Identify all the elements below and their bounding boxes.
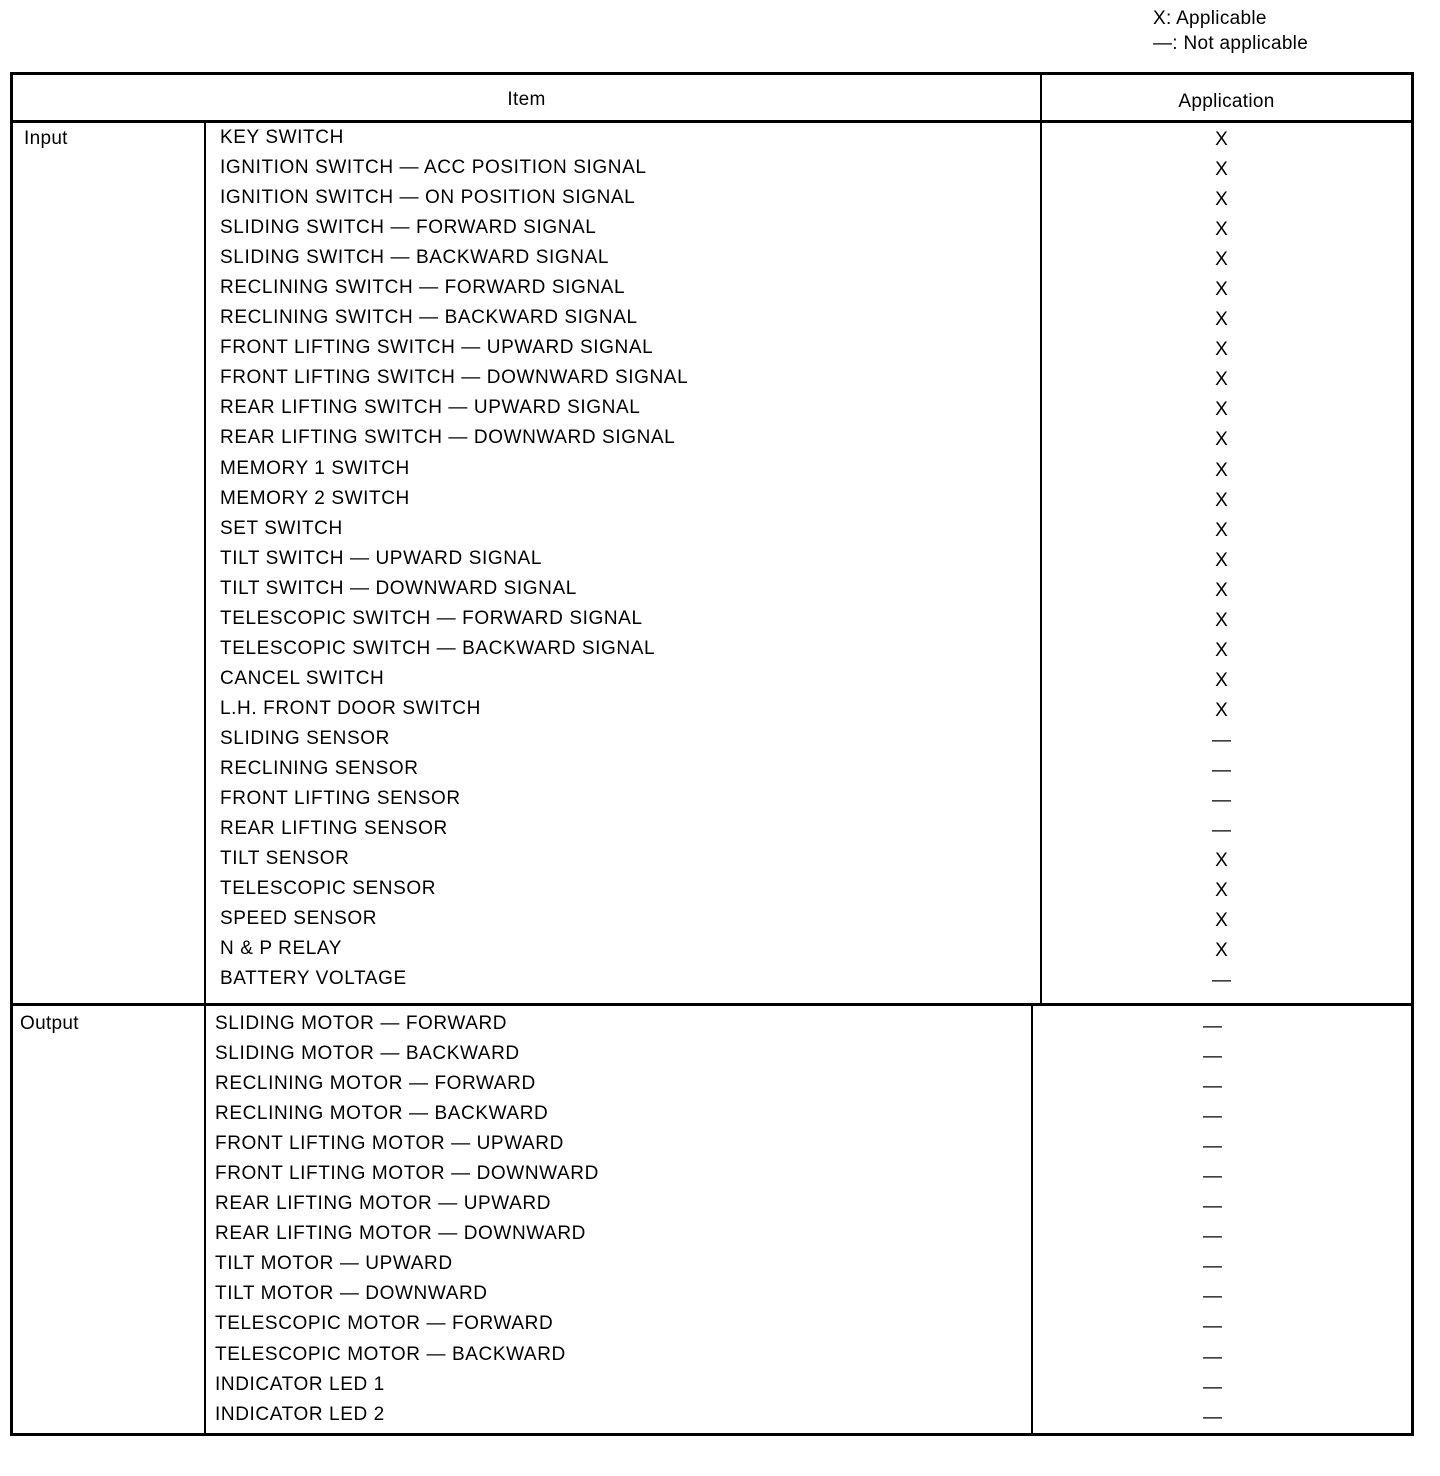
table-row-application: X bbox=[1215, 940, 1228, 962]
table-row-item: TILT MOTOR — DOWNWARD bbox=[215, 1283, 488, 1305]
table-row-item: FRONT LIFTING SENSOR bbox=[220, 788, 461, 810]
table-row-application: X bbox=[1215, 850, 1228, 872]
table-row-application: — bbox=[1203, 1406, 1222, 1428]
table-row-item: KEY SWITCH bbox=[220, 127, 344, 148]
table-row-item: REAR LIFTING SENSOR bbox=[220, 818, 448, 840]
table-row-application: X bbox=[1215, 309, 1228, 331]
table-row-item: MEMORY 2 SWITCH bbox=[220, 487, 410, 509]
input-group-label: Input bbox=[13, 120, 206, 1003]
table-row-application: — bbox=[1212, 820, 1231, 842]
table-row-application: — bbox=[1203, 1316, 1222, 1338]
table-row-item: RECLINING SWITCH — BACKWARD SIGNAL bbox=[220, 307, 638, 329]
table-row-application: X bbox=[1215, 609, 1228, 631]
table-row-application: X bbox=[1215, 459, 1228, 481]
table-row-application: X bbox=[1215, 910, 1228, 932]
application-table bbox=[10, 72, 1414, 1436]
table-row-application: X bbox=[1215, 159, 1228, 181]
table-row-application: — bbox=[1203, 1286, 1222, 1308]
table-row-application: X bbox=[1215, 369, 1228, 391]
table-row-item: REAR LIFTING MOTOR — DOWNWARD bbox=[215, 1223, 587, 1245]
table-row-item: TELESCOPIC MOTOR — FORWARD bbox=[215, 1313, 554, 1335]
table-row-application: — bbox=[1203, 1376, 1222, 1398]
table-header bbox=[13, 75, 1411, 123]
table-row-application: — bbox=[1203, 1076, 1222, 1098]
table-row-application: X bbox=[1215, 429, 1228, 451]
table-row-item: REAR LIFTING MOTOR — UPWARD bbox=[215, 1193, 552, 1215]
table-row-application: X bbox=[1215, 880, 1228, 902]
output-group-label: Output bbox=[13, 1006, 206, 1433]
table-row-application: X bbox=[1215, 189, 1228, 211]
table-row-application: X bbox=[1215, 339, 1228, 361]
table-row-item: SLIDING SWITCH — BACKWARD SIGNAL bbox=[220, 247, 610, 269]
table-row-application: — bbox=[1203, 1046, 1222, 1068]
table-row-application: X bbox=[1215, 399, 1228, 421]
table-row-item: SLIDING MOTOR — FORWARD bbox=[215, 1013, 508, 1034]
table-row-application: — bbox=[1203, 1346, 1222, 1368]
table-row-item: REAR LIFTING SWITCH — UPWARD SIGNAL bbox=[220, 397, 641, 419]
table-row-item: INDICATOR LED 2 bbox=[215, 1403, 385, 1425]
table-row-item: RECLINING MOTOR — BACKWARD bbox=[215, 1103, 549, 1125]
table-row-item: CANCEL SWITCH bbox=[220, 667, 385, 689]
input-items-column bbox=[206, 120, 1040, 1006]
table-row-application: X bbox=[1215, 489, 1228, 511]
table-row-item: FRONT LIFTING MOTOR — UPWARD bbox=[215, 1133, 564, 1155]
table-row-item: SLIDING MOTOR — BACKWARD bbox=[215, 1043, 520, 1065]
output-application-column bbox=[1031, 1006, 1402, 1433]
table-row-application: X bbox=[1215, 219, 1228, 241]
table-row-application: X bbox=[1215, 549, 1228, 571]
table-row-application: X bbox=[1215, 669, 1228, 691]
table-row-item: BATTERY VOLTAGE bbox=[220, 968, 407, 990]
table-row-application: — bbox=[1203, 1196, 1222, 1218]
table-row-item: RECLINING SENSOR bbox=[220, 757, 419, 779]
table-row-application: — bbox=[1203, 1016, 1222, 1037]
input-section bbox=[13, 120, 1411, 1006]
table-row-item: FRONT LIFTING MOTOR — DOWNWARD bbox=[215, 1163, 599, 1185]
table-row-item: FRONT LIFTING SWITCH — UPWARD SIGNAL bbox=[220, 337, 654, 359]
table-row-application: — bbox=[1203, 1166, 1222, 1188]
table-row-item: FRONT LIFTING SWITCH — DOWNWARD SIGNAL bbox=[220, 367, 689, 389]
table-row-application: X bbox=[1215, 129, 1228, 150]
table-row-item: TILT SWITCH — UPWARD SIGNAL bbox=[220, 547, 542, 569]
table-row-item: SLIDING SWITCH — FORWARD SIGNAL bbox=[220, 217, 597, 239]
output-section bbox=[13, 1006, 1411, 1433]
header-item: Item bbox=[507, 89, 546, 110]
table-row-item: TELESCOPIC SENSOR bbox=[220, 878, 437, 900]
table-row-application: — bbox=[1212, 970, 1231, 992]
table-row-application: X bbox=[1215, 279, 1228, 301]
table-row-application: — bbox=[1212, 790, 1231, 812]
table-row-item: L.H. FRONT DOOR SWITCH bbox=[220, 697, 481, 719]
legend-applicable: X: Applicable bbox=[1153, 8, 1267, 29]
table-row-application: — bbox=[1212, 729, 1231, 751]
table-row-application: — bbox=[1203, 1136, 1222, 1158]
table-row-application: X bbox=[1215, 249, 1228, 271]
table-row-application: — bbox=[1212, 759, 1231, 781]
table-row-item: TELESCOPIC SWITCH — FORWARD SIGNAL bbox=[220, 607, 643, 629]
table-row-application: X bbox=[1215, 519, 1228, 541]
table-row-item: SPEED SENSOR bbox=[220, 908, 378, 930]
table-row-application: — bbox=[1203, 1106, 1222, 1128]
legend-not-applicable: —: Not applicable bbox=[1153, 33, 1309, 54]
legend bbox=[1153, 6, 1308, 56]
table-row-item: SET SWITCH bbox=[220, 517, 343, 539]
table-row-item: MEMORY 1 SWITCH bbox=[220, 457, 410, 479]
table-row-item: RECLINING SWITCH — FORWARD SIGNAL bbox=[220, 277, 626, 299]
table-row-item: N & P RELAY bbox=[220, 938, 343, 960]
table-row-item: IGNITION SWITCH — ACC POSITION SIGNAL bbox=[220, 157, 647, 179]
table-row-item: INDICATOR LED 1 bbox=[215, 1373, 385, 1395]
table-row-application: X bbox=[1215, 579, 1228, 601]
table-row-item: REAR LIFTING SWITCH — DOWNWARD SIGNAL bbox=[220, 427, 676, 449]
input-application-column bbox=[1040, 120, 1411, 1003]
table-row-application: X bbox=[1215, 699, 1228, 721]
table-row-item: IGNITION SWITCH — ON POSITION SIGNAL bbox=[220, 187, 636, 209]
output-items-column bbox=[206, 1006, 1040, 1436]
table-row-item: TILT MOTOR — UPWARD bbox=[215, 1253, 453, 1275]
table-row-item: RECLINING MOTOR — FORWARD bbox=[215, 1073, 536, 1095]
table-row-item: TILT SENSOR bbox=[220, 848, 350, 870]
table-row-application: X bbox=[1215, 639, 1228, 661]
table-row-item: TILT SWITCH — DOWNWARD SIGNAL bbox=[220, 577, 577, 599]
table-row-item: TELESCOPIC MOTOR — BACKWARD bbox=[215, 1343, 566, 1365]
header-application: Application bbox=[1040, 75, 1411, 120]
table-row-application: — bbox=[1203, 1226, 1222, 1248]
table-row-item: SLIDING SENSOR bbox=[220, 727, 390, 749]
table-row-application: — bbox=[1203, 1256, 1222, 1278]
table-row-item: TELESCOPIC SWITCH — BACKWARD SIGNAL bbox=[220, 637, 656, 659]
